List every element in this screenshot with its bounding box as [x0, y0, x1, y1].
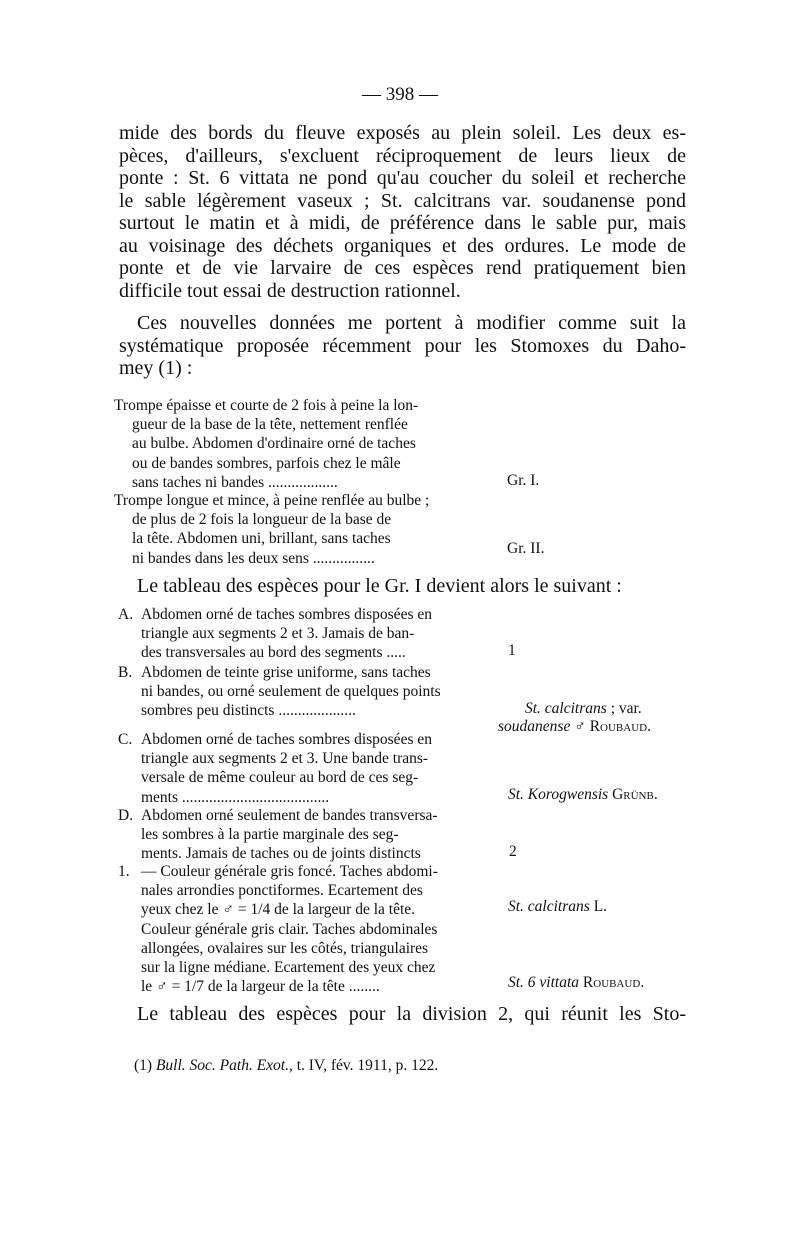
author-name: Roubaud.: [589, 718, 651, 735]
text-line: au voisinage des déchets organiques et des ordures. Le mode de: [119, 234, 686, 257]
key-line: Trompe longue et mince, à peine renflée au bulbe ;: [114, 492, 430, 509]
key-line: Abdomen orné de taches sombres disposées en: [141, 606, 432, 623]
text-line: ponte et de vie larvaire de ces espèces rend pratiquement bien: [119, 257, 686, 279]
key-result-b: [525, 700, 642, 718]
text-line: Ces nouvelles données me portent à modifier comme suit la: [137, 312, 686, 334]
key-line: nales arrondies ponctiformes. Ecartement des: [141, 882, 423, 900]
key-line: gueur de la base de la tête, nettement renflée: [132, 416, 408, 434]
footnote-details: t. IV, fév. 1911, p. 122.: [292, 1057, 439, 1074]
key-line: ments. Jamais de taches ou de joints distincts: [141, 845, 421, 863]
species-name: St. Korogwensis: [508, 786, 609, 803]
key-number-1: 1.: [118, 863, 130, 880]
key-line: la tête. Abdomen uni, brillant, sans taches: [132, 530, 391, 548]
key-line: sans taches ni bandes ..................: [132, 473, 338, 491]
text-line: systématique proposée récemment pour les Stomoxes du Daho-: [119, 334, 686, 357]
line-text: = 1/4 de la largeur de la tête.: [233, 901, 416, 919]
key-line: ments ......................................: [141, 788, 330, 806]
key-entry-b: [141, 663, 441, 721]
key-letter-a: A.: [118, 606, 134, 623]
text-line: mide des bords du fleuve exposés au plein soleil. Les deux es-: [119, 122, 686, 144]
key-line: au bulbe. Abdomen d'ordinaire orné de taches: [132, 435, 416, 453]
species-name: St. 6 vittata: [508, 974, 580, 991]
key-line: [141, 977, 438, 996]
key-line: Abdomen de teinte grise uniforme, sans taches: [141, 664, 431, 681]
key-line: sombres peu distincts ....................: [141, 702, 356, 720]
key-line: Abdomen orné de taches sombres disposées en: [141, 731, 432, 748]
footnote-citation: Bull. Soc. Path. Exot.,: [155, 1057, 293, 1074]
male-symbol-icon: ♂: [222, 901, 234, 919]
male-symbol-icon: ♂: [574, 718, 586, 735]
key-result-1a: [508, 898, 607, 916]
author-name: Grünb.: [612, 786, 658, 803]
paragraph-4: Le tableau des espèces pour la division 2, qui réunit les Sto-: [137, 1003, 686, 1025]
author-name: Roubaud.: [582, 974, 645, 991]
key-result-gr1: Gr. I.: [507, 472, 540, 489]
key-line: des transversales au bord des segments .....: [141, 644, 406, 662]
key-line: Trompe épaisse et courte de 2 fois à peine la lon-: [114, 397, 419, 414]
key-line: de plus de 2 fois la longueur de la base de: [132, 511, 392, 529]
footnote: [134, 1057, 438, 1075]
male-symbol-icon: ♂: [156, 978, 168, 996]
text-line: mey (1) :: [119, 357, 193, 379]
key-entry-c: [141, 730, 432, 807]
variety-name: soudanense: [498, 718, 571, 735]
key-entry-1: [141, 862, 438, 996]
key-entry-gr1: [114, 396, 418, 492]
key-letter-c: C.: [118, 731, 133, 748]
key-entry-a: [141, 605, 432, 663]
key-line: Couleur générale gris clair. Taches abdominales: [141, 920, 438, 938]
species-name: St. calcitrans: [525, 700, 607, 717]
line-text: yeux chez le: [141, 901, 223, 919]
key-line: Abdomen orné seulement de bandes transversa-: [141, 807, 438, 824]
key-entry-d: [141, 806, 438, 864]
page-number: — 398 —: [362, 84, 438, 105]
key-result-d: 2: [509, 843, 517, 860]
text-line: ponte : St. 6 vittata ne pond qu'au coucher du soleil et recherche: [119, 167, 686, 189]
key-line: ni bandes dans les deux sens ................: [132, 549, 375, 567]
key-line: allongées, ovalaires sur les côtés, triangulaires: [141, 939, 429, 957]
paragraph-2: [119, 312, 686, 380]
paragraph-1: [119, 122, 686, 302]
key-result-a: 1: [508, 642, 516, 659]
result-suffix: ; var.: [606, 700, 642, 717]
key-line: versale de même couleur au bord de ces seg-: [141, 769, 419, 787]
line-text: = 1/7 de la largeur de la tête ........: [167, 978, 380, 996]
footnote-number: (1): [134, 1057, 153, 1074]
author-name: L.: [593, 898, 608, 915]
text-line: surtout le matin et à midi, de préférence dans le sable pur, mais: [119, 212, 686, 234]
key-result-1b: [508, 974, 644, 992]
text-line: pèces, d'ailleurs, s'excluent réciproquement de leurs lieux de: [119, 144, 686, 167]
key-line: — Couleur générale gris foncé. Taches abdomi-: [141, 863, 438, 880]
text-line: difficile tout essai de destruction rationnel.: [119, 279, 461, 302]
key-line: sur la ligne médiane. Ecartement des yeux chez: [141, 959, 436, 977]
key-result-c: [508, 786, 658, 804]
key-letter-d: D.: [118, 807, 134, 824]
key-result-b-variety: [498, 718, 651, 736]
paragraph-3: Le tableau des espèces pour le Gr. I devient alors le suivant :: [137, 575, 622, 597]
key-line: les sombres à la partie marginale des seg-: [141, 826, 399, 844]
key-letter-b: B.: [118, 664, 133, 681]
line-text: le: [141, 978, 157, 996]
key-line: [141, 900, 438, 919]
key-line: ou de bandes sombres, parfois chez le mâle: [132, 454, 401, 472]
key-line: triangle aux segments 2 et 3. Une bande trans-: [141, 750, 429, 768]
text-line: le sable légèrement vaseux ; St. calcitrans var. soudanense pond: [119, 189, 686, 212]
species-name: St. calcitrans: [508, 898, 590, 915]
key-line: triangle aux segments 2 et 3. Jamais de ban-: [141, 625, 415, 643]
key-result-gr2: Gr. II.: [507, 540, 545, 557]
key-line: ni bandes, ou orné seulement de quelques points: [141, 683, 441, 701]
key-entry-gr2: [114, 491, 429, 568]
